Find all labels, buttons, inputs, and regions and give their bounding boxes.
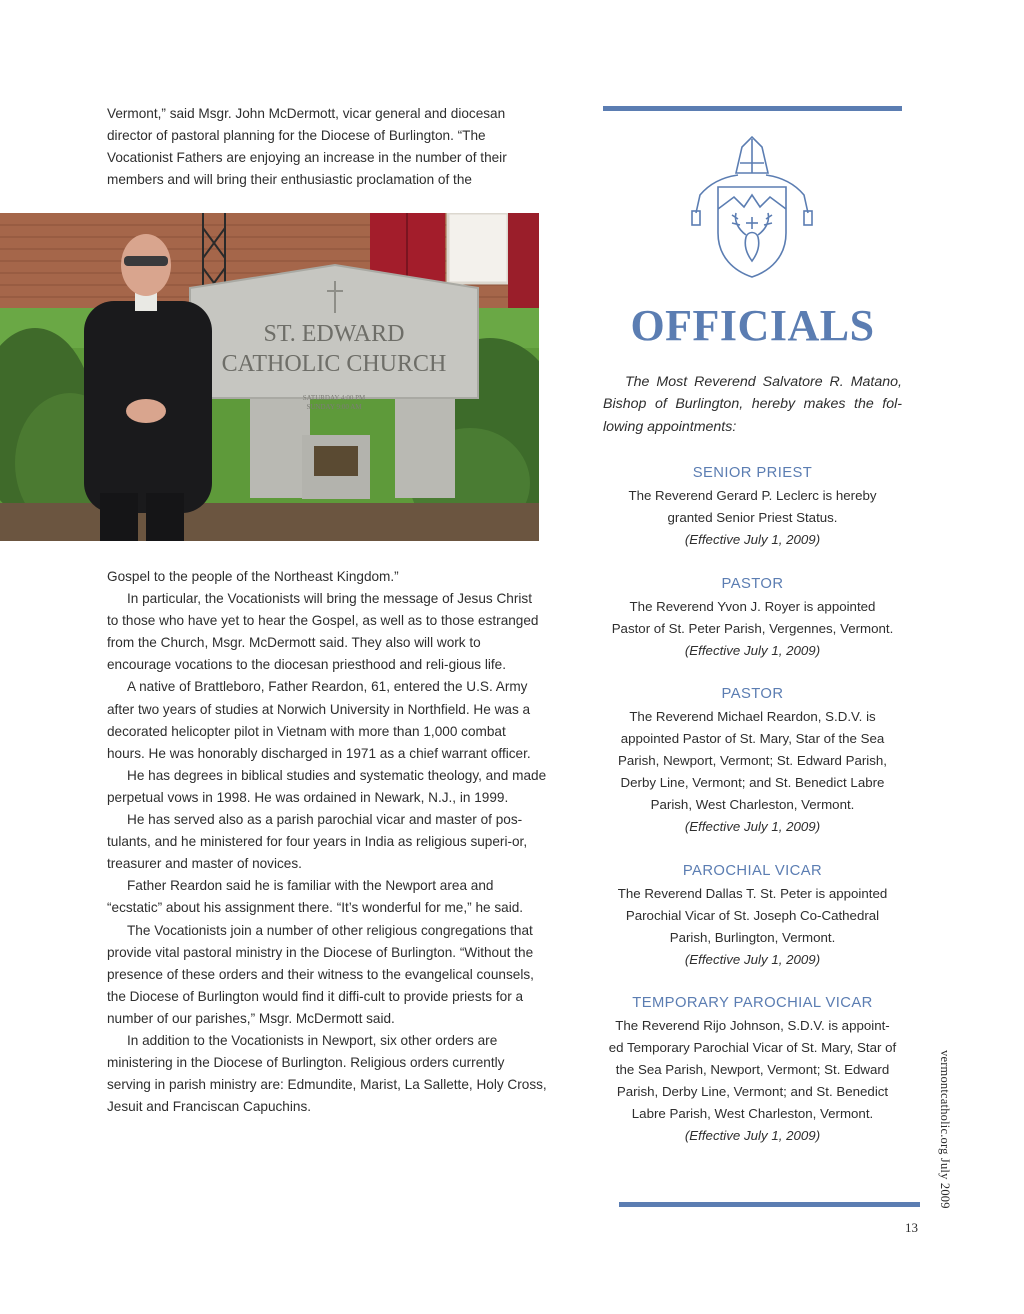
appointment-line: Labre Parish, West Charleston, Vermont. xyxy=(631,1106,874,1122)
coat-of-arms-icon xyxy=(688,133,816,281)
appointment-effective: (Effective July 1, 2009) xyxy=(684,1128,821,1144)
appointment-line: Parish, West Charleston, Vermont. xyxy=(650,797,855,813)
bottom-rule-divider xyxy=(619,1202,920,1207)
appointment-line: The Reverend Yvon J. Royer is appointed xyxy=(629,599,876,614)
top-rule-divider xyxy=(603,106,902,111)
appointment-senior-priest xyxy=(603,462,902,551)
appointment-line: Parochial Vicar of St. Joseph Co-Cathedral xyxy=(625,908,880,924)
appointment-line: The Reverend Dallas T. St. Peter is appointed xyxy=(617,886,888,901)
appointment-heading: PASTOR xyxy=(721,686,784,702)
article-paragraph: Father Reardon said he is familiar with the Newport area and “ecstatic” about his assignment there. “It’s wonderful for me,” he said. xyxy=(107,878,524,916)
appointment-pastor-royer xyxy=(603,573,902,662)
sign-text-line3: SATURDAY 4:00 PM xyxy=(302,394,366,402)
sign-text-line1: ST. EDWARD xyxy=(263,321,405,347)
article-paragraph: Vermont,” said Msgr. John McDermott, vicar general and diocesan director of pastoral planning for the Diocese of Burlington. “The Vocationist Fathers are enjoying an increase in the number of their members and will bring their enthusiastic proclamation of the xyxy=(107,106,507,188)
article-paragraph: A native of Brattleboro, Father Reardon, 61, entered the U.S. Army after two years of studies at Norwich University in Northfield. He was a decorated helicopter pilot in Vietnam with more than 1,000 combat hours. He was honorably discharged in 1971 as a chief warrant officer. xyxy=(107,679,531,761)
side-footer-text: vermontcatholic.org July 2009 xyxy=(938,1050,952,1209)
appointment-line: ed Temporary Parochial Vicar of St. Mary, Star of xyxy=(608,1040,897,1056)
appointment-line: The Reverend Rijo Johnson, S.D.V. is appoint- xyxy=(615,1018,890,1033)
appointment-line: appointed Pastor of St. Mary, Star of the Sea xyxy=(620,731,885,747)
article-continuation: Gospel to the people of the Northeast Kingdom.” xyxy=(107,569,399,584)
appointment-effective: (Effective July 1, 2009) xyxy=(684,819,821,835)
church-sign-photo xyxy=(0,213,539,541)
article-paragraph: The Vocationists join a number of other religious congregations that provide vital pastoral ministry in the Diocese of Burlington. “Without the presence of these orders and their witness to the evangelical counsels, the Diocese of Burlington would find it diffi-cult to provide priests for a number of our parishes,” Msgr. McDermott said. xyxy=(107,922,534,1026)
article-paragraph: In particular, the Vocationists will bring the message of Jesus Christ to those who have yet to hear the Gospel, as well as to those estranged from the Church, Msgr. McDermott said. They also will work to encourage vocations to the diocesan priesthood and reli-gious life. xyxy=(107,591,539,673)
appointment-temporary-parochial-vicar xyxy=(603,992,902,1148)
appointment-line: The Reverend Michael Reardon, S.D.V. is xyxy=(629,709,876,724)
appointment-line: Parish, Derby Line, Vermont; and St. Benedict xyxy=(616,1084,889,1100)
appointment-line: Pastor of St. Peter Parish, Vergennes, Vermont. xyxy=(611,621,894,637)
article-paragraph: He has degrees in biblical studies and systematic theology, and made perpetual vows in 1998. He was ordained in Newark, N.J., in 1999. xyxy=(107,767,547,805)
appointment-line: The Reverend Gerard P. Leclerc is hereby xyxy=(628,488,877,503)
appointment-line: Derby Line, Vermont; and St. Benedict Labre xyxy=(620,775,885,791)
appointment-effective: (Effective July 1, 2009) xyxy=(684,643,821,659)
appointment-heading: PASTOR xyxy=(721,576,784,592)
appointment-heading: PAROCHIAL VICAR xyxy=(682,863,823,879)
article-paragraph: He has served also as a parish parochial vicar and master of pos-tulants, and he ministered for four years in India as religious superi-or, treasurer and master of novices. xyxy=(107,812,528,872)
appointment-line: the Sea Parish, Newport, Vermont; St. Edward xyxy=(615,1062,890,1078)
sign-text-line2: CATHOLIC CHURCH xyxy=(221,351,447,377)
article-paragraph: In addition to the Vocationists in Newport, six other orders are ministering in the Diocese of Burlington. Religious orders currently serving in parish ministry are: Edmundite, Marist, La Sallette, Holy Cross, Jesuit and Franciscan Capuchins. xyxy=(107,1032,547,1115)
appointment-heading: TEMPORARY PAROCHIAL VICAR xyxy=(632,995,873,1011)
sign-text-line4: SUNDAY 9:00 AM xyxy=(306,403,362,411)
appointment-line: granted Senior Priest Status. xyxy=(667,510,838,526)
appointment-parochial-vicar xyxy=(603,860,902,971)
appointment-effective: (Effective July 1, 2009) xyxy=(684,952,821,968)
appointment-pastor-reardon xyxy=(603,683,902,839)
article-top-text xyxy=(107,103,547,191)
article-bottom-text xyxy=(107,566,547,1118)
page-number: 13 xyxy=(905,1220,918,1235)
officials-intro: The Most Reverend Salvatore R. Matano, Bishop of Burlington, hereby makes the fol-lowing appointments: xyxy=(603,374,902,435)
appointment-line: Parish, Burlington, Vermont. xyxy=(669,930,836,946)
appointment-effective: (Effective July 1, 2009) xyxy=(684,532,821,548)
officials-title: OFFICIALS xyxy=(630,301,875,350)
appointment-heading: SENIOR PRIEST xyxy=(692,465,813,481)
appointment-line: Parish, Newport, Vermont; St. Edward Parish, xyxy=(617,753,887,769)
